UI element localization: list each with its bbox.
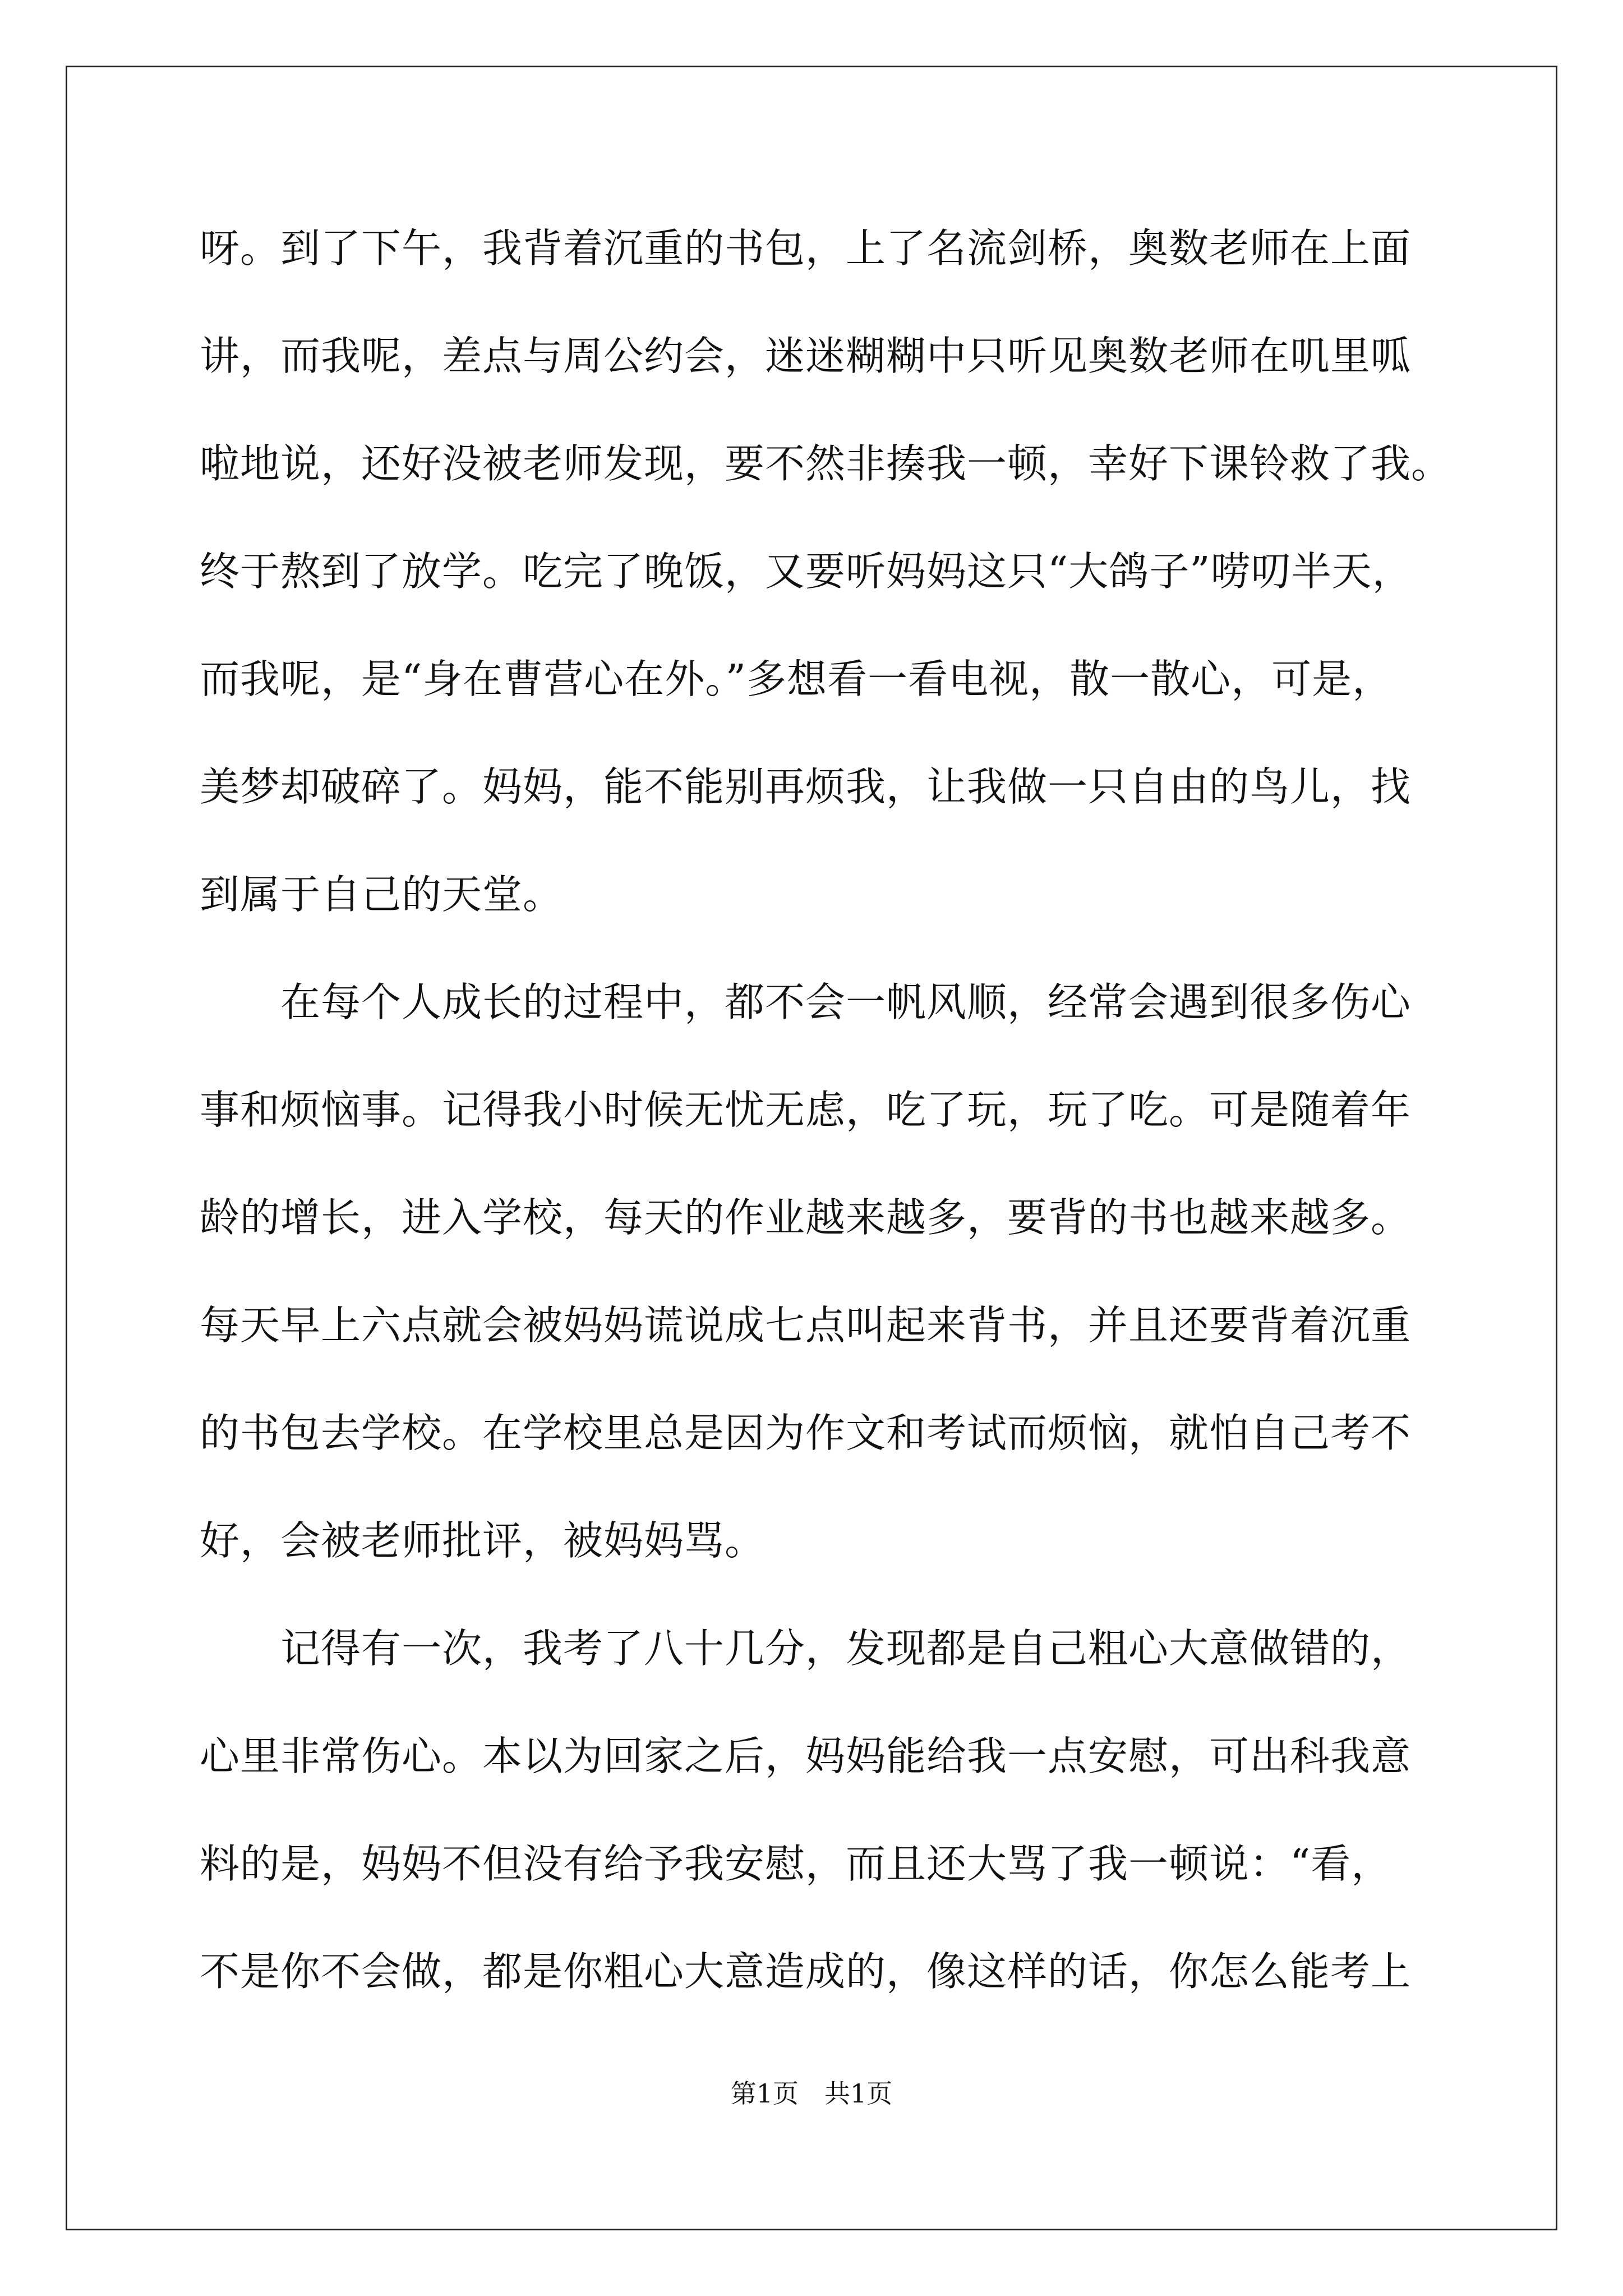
text-line: 到属于自己的天堂。 xyxy=(200,871,564,918)
text-line: 呀。到了下午，我背着沉重的书包，上了名流剑桥，奥数老师在上面 xyxy=(200,225,1412,272)
text-line: 啦地说，还好没被老师发现，要不然非揍我一顿，幸好下课铃救了我。 xyxy=(200,440,1452,487)
text-line: 好，会被老师批评，被妈妈骂。 xyxy=(200,1517,766,1564)
page-footer xyxy=(0,2077,1623,2110)
text-line: 的书包去学校。在学校里总是因为作文和考试而烦恼，就怕自己考不 xyxy=(200,1410,1412,1456)
paragraph-first-line: 在每个人成长的过程中，都不会一帆风顺，经常会遇到很多伤心 xyxy=(280,979,1412,1025)
page-number: 第1页 xyxy=(730,2078,799,2109)
text-line: 料的是，妈妈不但没有给予我安慰，而且还大骂了我一顿说：“看， xyxy=(200,1841,1392,1887)
text-line: 心里非常伤心。本以为回家之后，妈妈能给我一点安慰，可出科我意 xyxy=(200,1733,1412,1779)
text-line: 美梦却破碎了。妈妈，能不能别再烦我，让我做一只自由的鸟儿，找 xyxy=(200,763,1412,810)
text-line: 事和烦恼事。记得我小时候无忧无虑，吃了玩，玩了吃。可是随着年 xyxy=(200,1087,1412,1133)
page-total: 共1页 xyxy=(824,2078,893,2109)
paragraph-first-line: 记得有一次，我考了八十几分，发现都是自己粗心大意做错的， xyxy=(280,1625,1412,1672)
text-line: 讲，而我呢，差点与周公约会，迷迷糊糊中只听见奥数老师在叽里呱 xyxy=(200,333,1412,379)
text-line: 终于熬到了放学。吃完了晚饭，又要听妈妈这只“大鸽子”唠叨半天， xyxy=(200,548,1413,595)
text-line: 不是你不会做，都是你粗心大意造成的，像这样的话，你怎么能考上 xyxy=(200,1948,1412,1995)
text-line: 龄的增长，进入学校，每天的作业越来越多，要背的书也越来越多。 xyxy=(200,1194,1412,1241)
text-line: 而我呢，是“身在曹营心在外。”多想看一看电视，散一散心，可是， xyxy=(200,656,1393,702)
text-line: 每天早上六点就会被妈妈谎说成七点叫起来背书，并且还要背着沉重 xyxy=(200,1302,1412,1349)
